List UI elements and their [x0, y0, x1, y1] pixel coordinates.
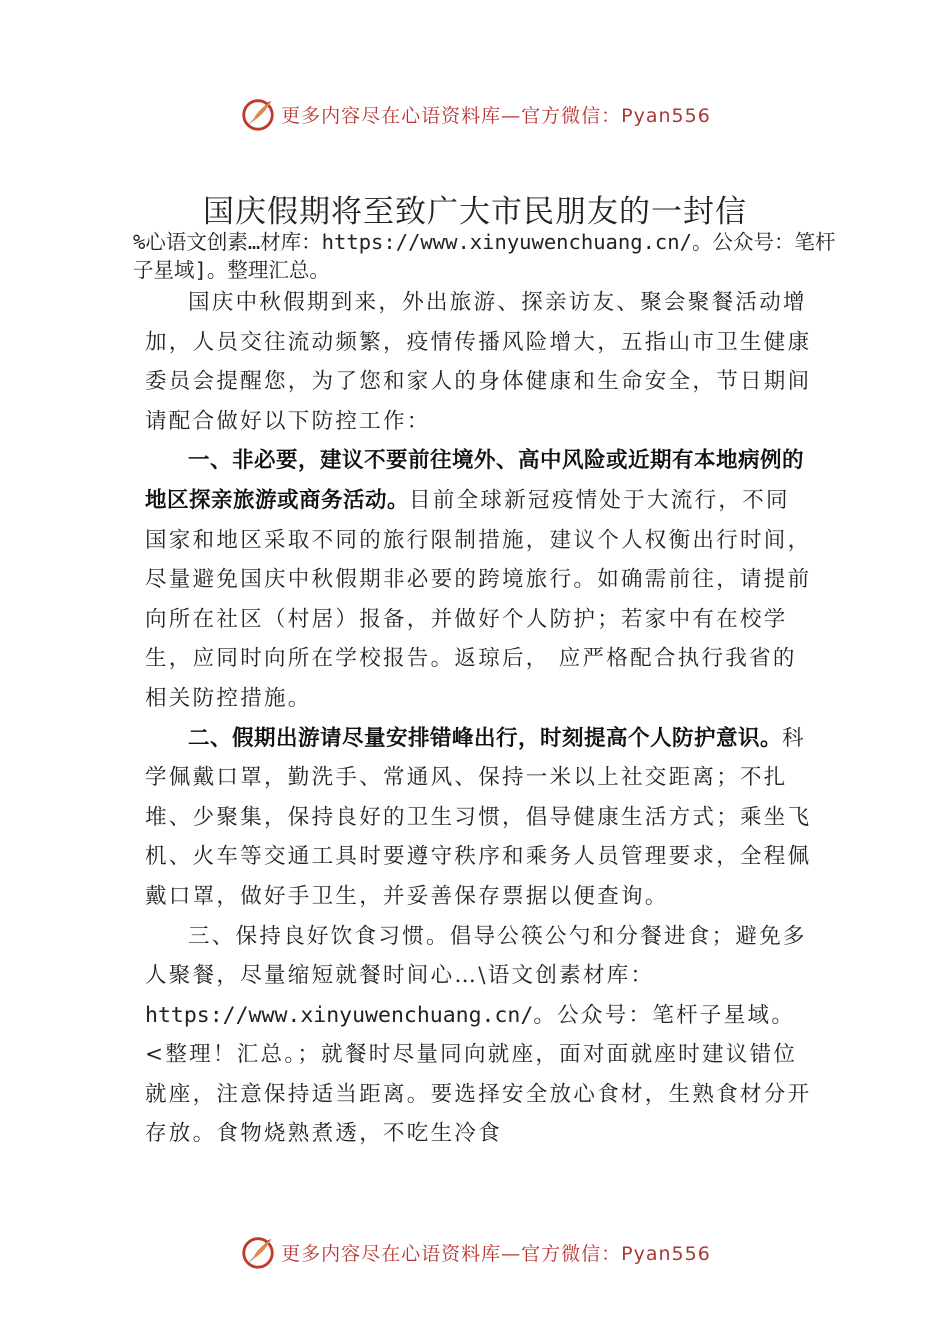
footer-banner — [0, 1232, 950, 1272]
paragraph-item-1 — [145, 441, 813, 718]
header-banner — [0, 94, 950, 134]
banner-text: 更多内容尽在心语资料库—官方微信：Pyan556 — [281, 104, 711, 127]
paragraph-intro: 国庆中秋假期到来，外出旅游、探亲访友、聚会聚餐活动增加，人员交往流动频繁，疫情传播风险增大，五指山市卫生健康委员会提醒您，为了您和家人的身体健康和生命安全，节日期间请配合做好以下防控工作： — [145, 290, 812, 434]
banner-text: 更多内容尽在心语资料库—官方微信：Pyan556 — [281, 1242, 711, 1265]
item-3-url: https://www.xinyuwenchuang.cn/ — [145, 1002, 534, 1028]
banner-wechat-id: Pyan556 — [621, 104, 711, 127]
item-1-text: 目前全球新冠疫情处于大流行，不同国家和地区采取不同的旅行限制措施，建议个人权衡出行时间，尽量避免国庆中秋假期非必要的跨境旅行。如确需前往，请提前向所在社区（村居）报备，并做好个人防护；若家中有在校学生，应同时向所在学校报告。返琼后， 应严格配合执行我省的相关防控措施。 — [145, 487, 812, 711]
item-3-text-b: 。公众号：笔杆子星域。<整理！汇总。；就餐时尽量同向就座，面对面就座时建议错位就座，注意保持适当距离。要选择安全放心食材，生熟食材分开存放。食物烧熟煮透，不吃生冷食 — [145, 1002, 812, 1147]
quill-logo-icon — [239, 1233, 277, 1271]
item-3-text-a: 三、保持良好饮食习惯。倡导公筷公勺和分餐进食；避免多人聚餐，尽量缩短就餐时间心…\语文创素材库： — [145, 923, 807, 989]
item-1-heading: 一、非必要，建议不要前往境外、高中风险或近期有本地病例的地区探亲旅游或商务活动。 — [145, 448, 805, 513]
quill-logo-icon — [239, 95, 277, 133]
page-title: 国庆假期将至致广大市民朋友的一封信 — [203, 194, 747, 230]
item-2-text: 科学佩戴口罩，勤洗手、常通风、保持一米以上社交距离；不扎堆、少聚集，保持良好的卫生习惯，倡导健康生活方式；乘坐飞机、火车等交通工具时要遵守秩序和乘务人员管理要求，全程佩戴口罩，做好手卫生，并妥善保存票据以便查询。 — [145, 725, 812, 909]
paragraph-item-2 — [145, 719, 813, 917]
source-line: %心语文创素…材库：https://www.xinyuwenchuang.cn/。公众号：笔杆子星域]。整理汇总。 — [133, 230, 836, 282]
letter-body — [145, 283, 813, 1154]
item-2-heading: 二、假期出游请尽量安排错峰出行，时刻提高个人防护意识。 — [188, 725, 783, 751]
banner-wechat-id: Pyan556 — [621, 1242, 711, 1265]
paragraph-item-3 — [145, 917, 813, 1155]
